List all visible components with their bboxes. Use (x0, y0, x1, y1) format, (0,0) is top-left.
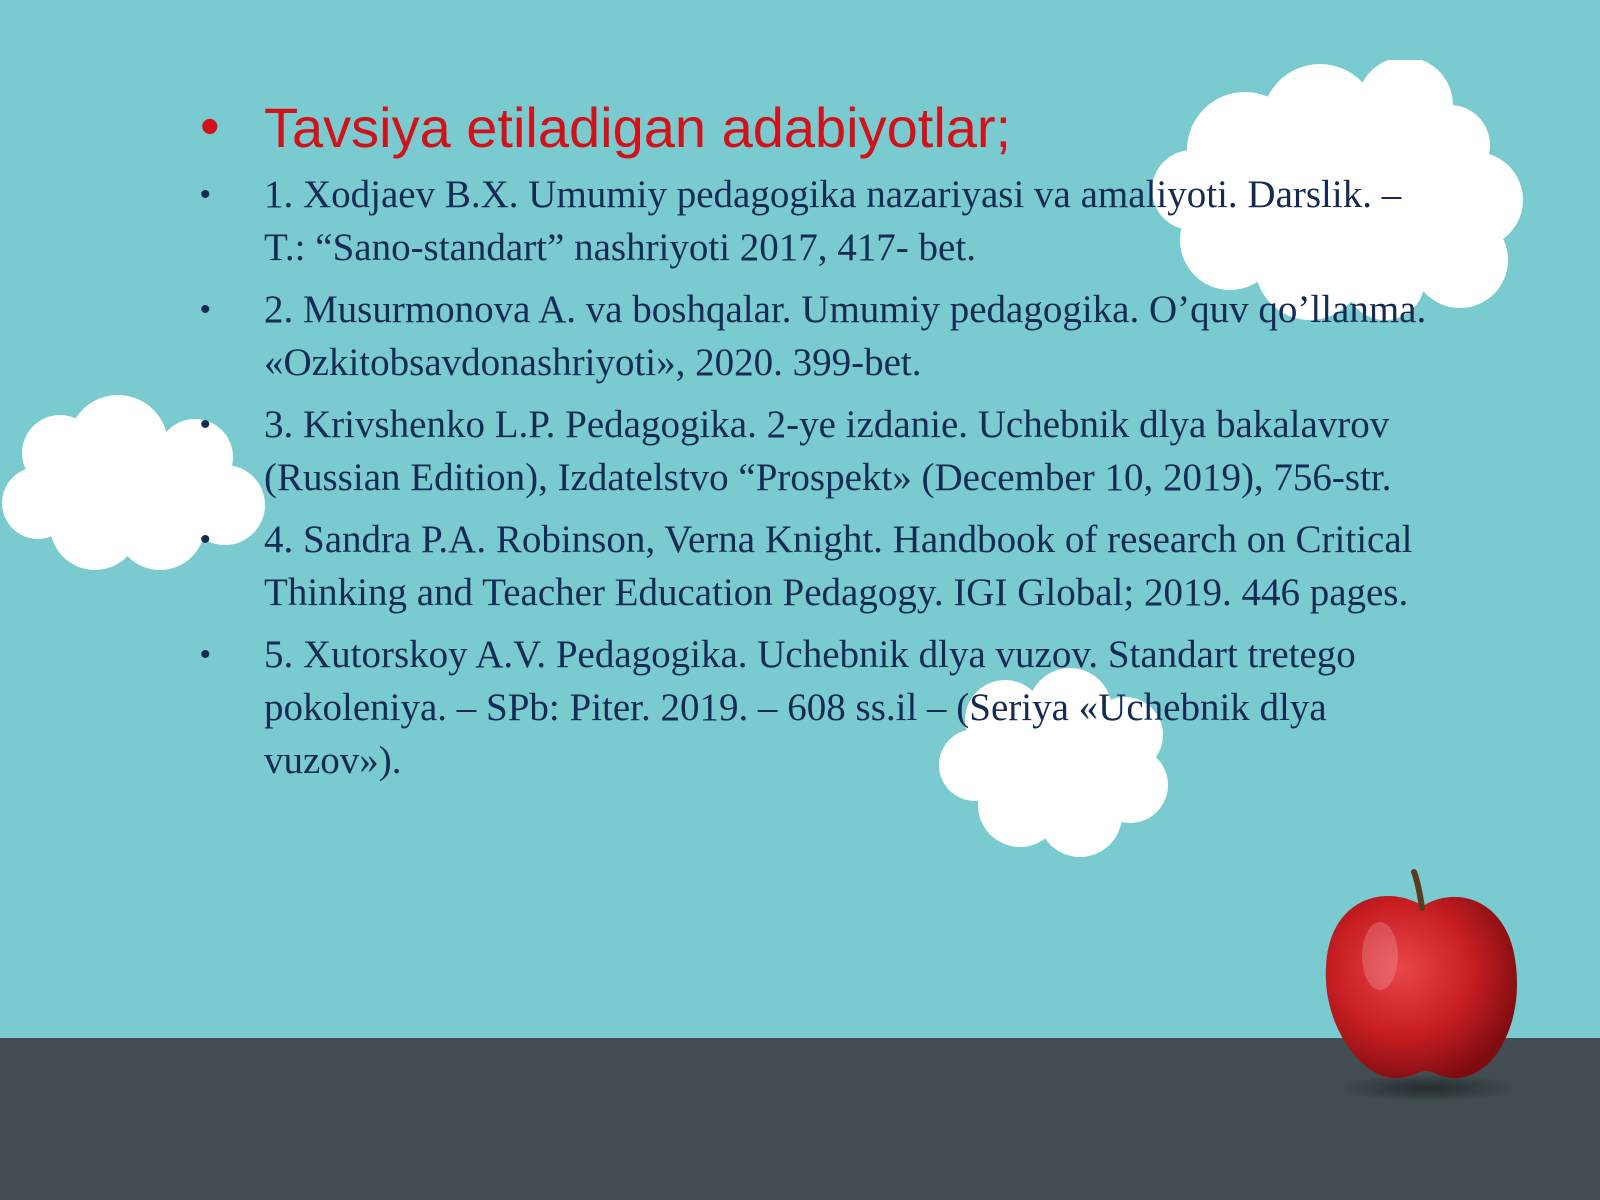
list-item (200, 513, 1440, 619)
reference-text: 1. Xodjaev B.X. Umumiy pedagogika nazariyasi va amaliyoti. Darslik. – T.: “Sano-standart” nashriyoti 2017, 417- bet. (264, 173, 1402, 269)
slide-title (200, 92, 1440, 164)
list-item (200, 168, 1440, 274)
bullet-icon: • (200, 94, 220, 157)
reference-list (200, 92, 1440, 787)
list-item (200, 283, 1440, 389)
reference-text: 2. Musurmonova A. va boshqalar. Umumiy pedagogika. O’quv qo’llanma. «Ozkitobsavdonashriyoti», 2020. 399-bet. (264, 288, 1427, 384)
list-item (200, 628, 1440, 787)
title-text: Tavsiya etiladigan adabiyotlar; (264, 96, 1012, 159)
bullet-icon: • (200, 178, 211, 211)
bullet-icon: • (200, 293, 211, 326)
apple-icon (1318, 866, 1528, 1111)
bullet-icon: • (200, 408, 211, 441)
reference-text: 4. Sandra P.A. Robinson, Verna Knight. Handbook of research on Critical Thinking and Teacher Education Pedagogy. IGI Global; 2019. 446 pages. (264, 518, 1413, 614)
slide-content (200, 92, 1440, 796)
reference-text: 5. Xutorskoy A.V. Pedagogika. Uchebnik dlya vuzov. Standart tretego pokoleniya. – SPb: Piter. 2019. – 608 ss.il – (Seriya «Uchebnik dlya vuzov»). (264, 633, 1356, 782)
list-item (200, 398, 1440, 504)
reference-text: 3. Krivshenko L.P. Pedagogika. 2-ye izdanie. Uchebnik dlya bakalavrov (Russian Edition), Izdatelstvo “Prospekt» (December 10, 2019), 756-str. (264, 403, 1392, 499)
bullet-icon: • (200, 523, 211, 556)
bullet-icon: • (200, 638, 211, 671)
